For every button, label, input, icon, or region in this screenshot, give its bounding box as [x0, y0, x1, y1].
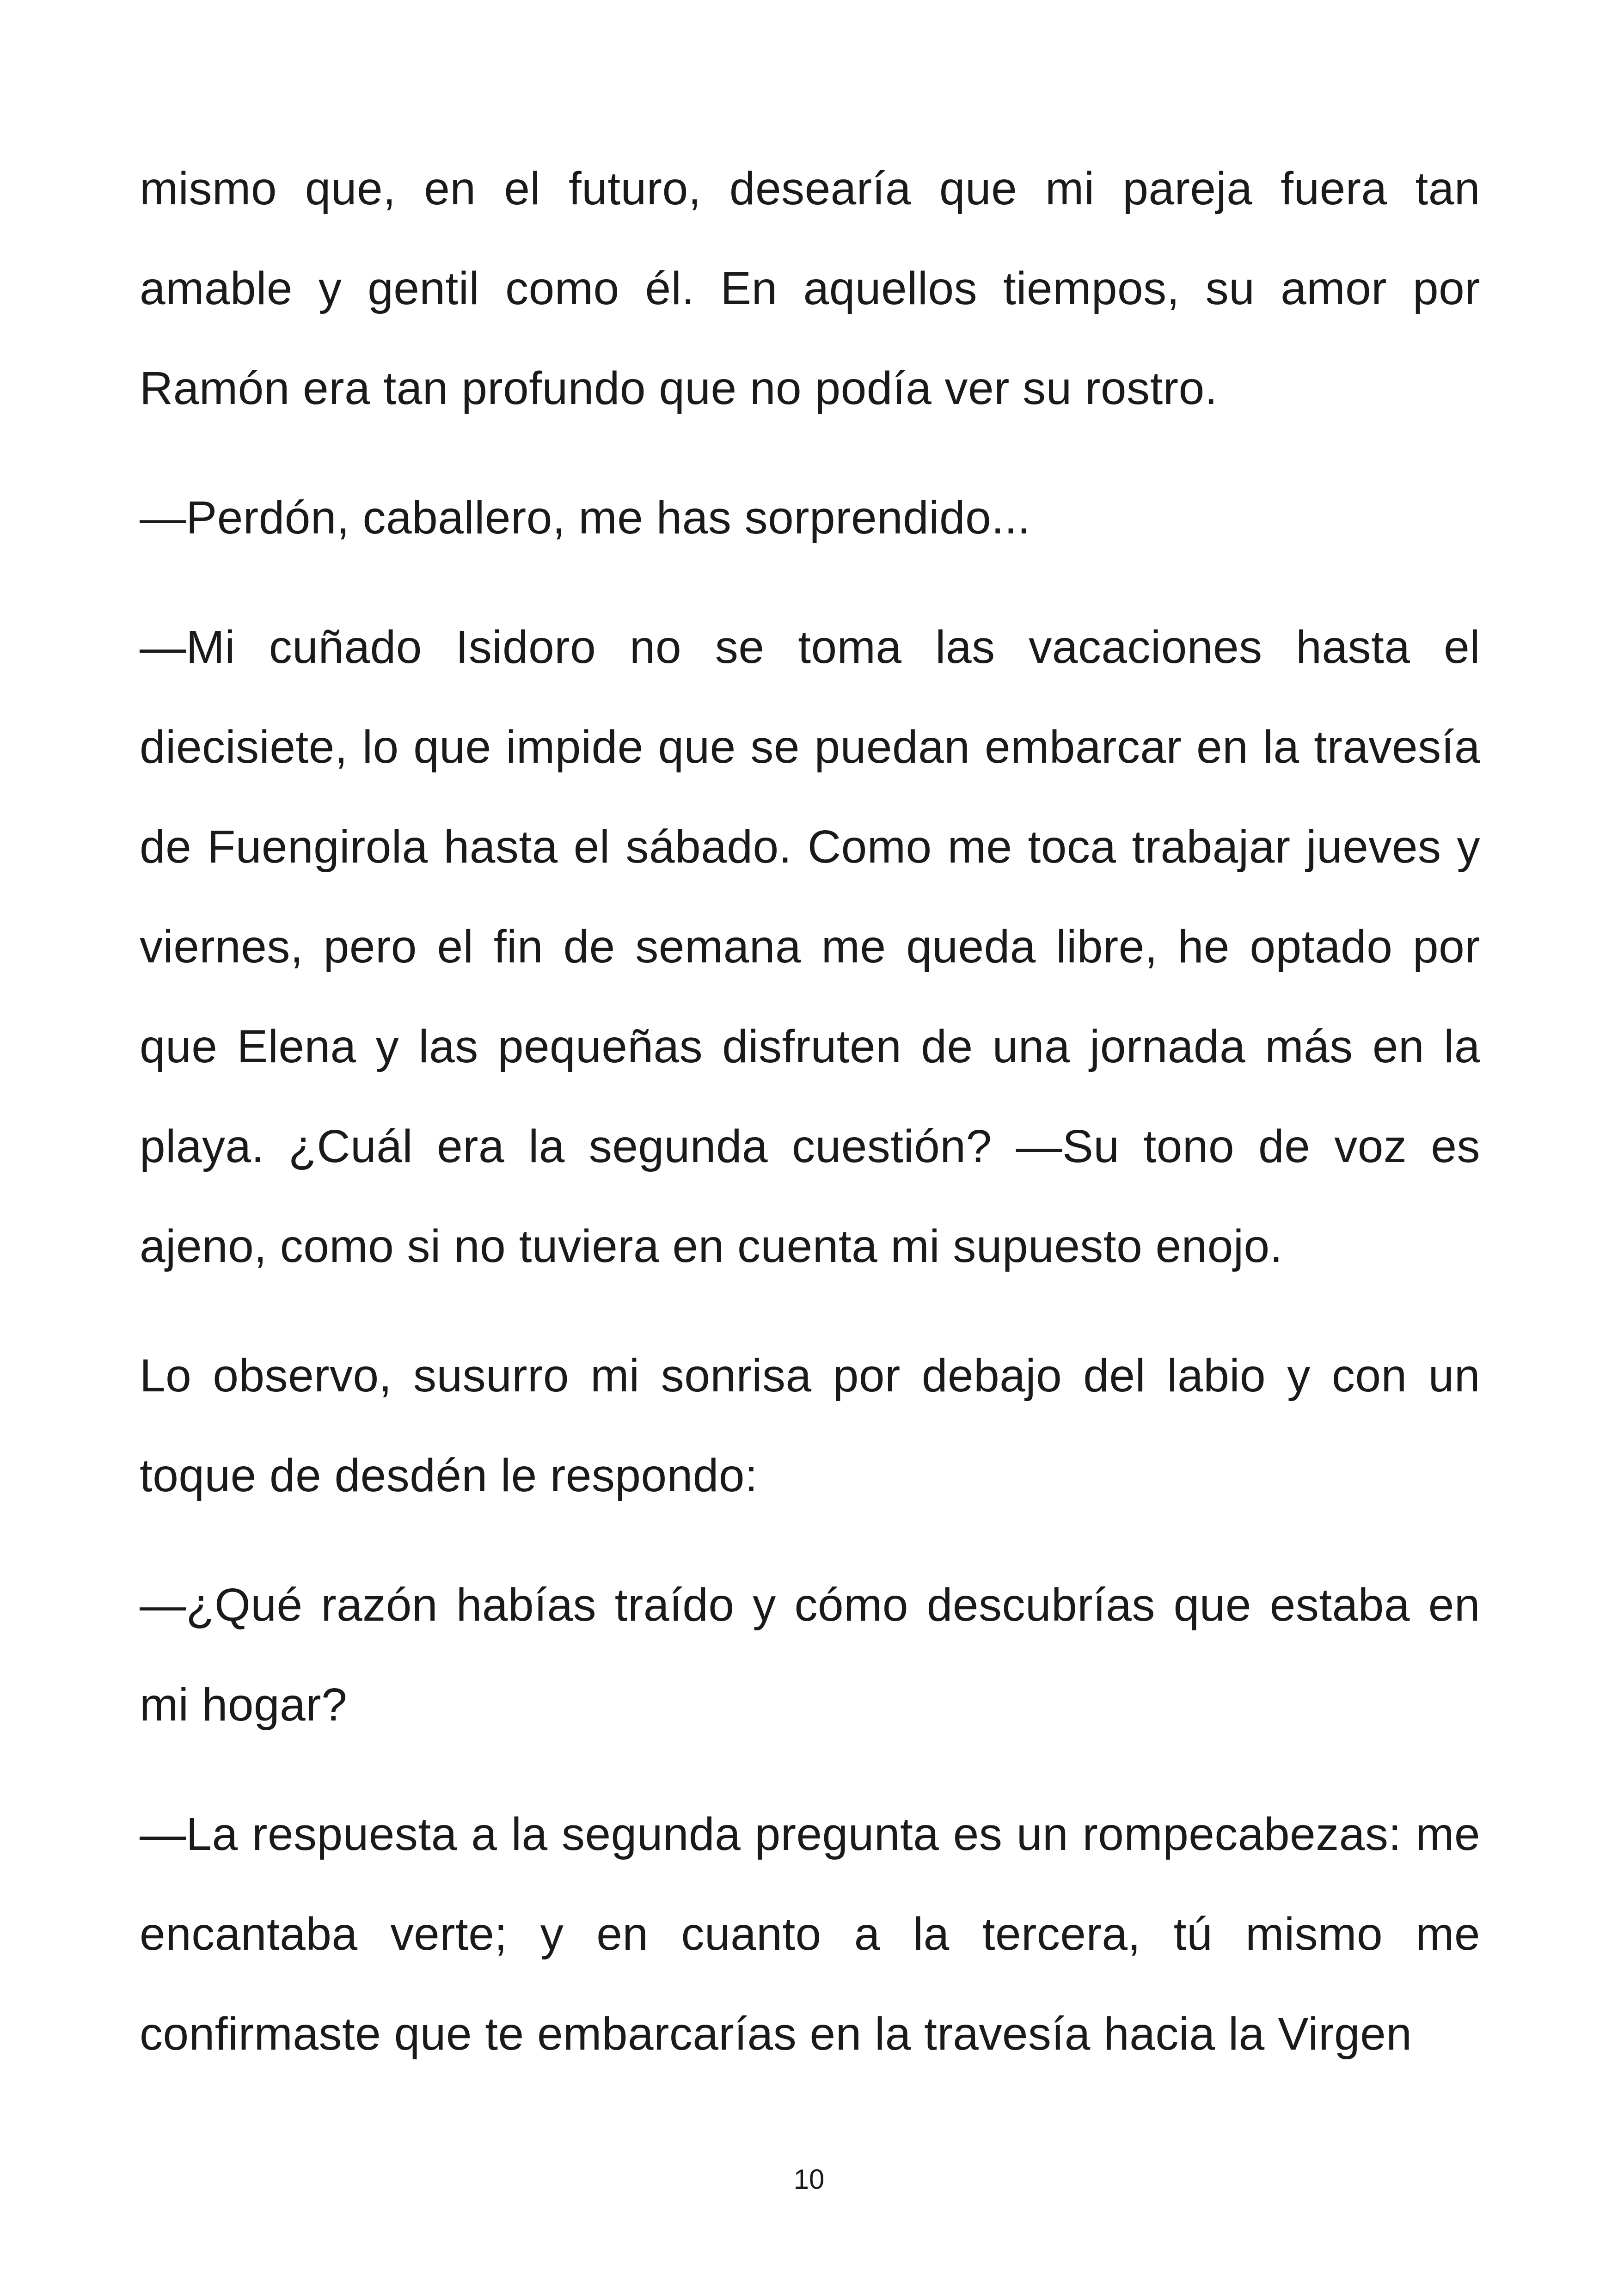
- paragraph: mismo que, en el futuro, desearía que mi pareja fuera tan amable y gentil como él. En aquellos tiempos, su amor por Ramón era tan profundo que no podía ver su rostro.: [140, 163, 1480, 414]
- paragraph: —Mi cuñado Isidoro no se toma las vacaciones hasta el diecisiete, lo que impide que se puedan embarcar en la travesía de Fuengirola hasta el sábado. Como me toca trabajar jueves y viernes, pero el fin de semana me queda libre, he optado por que Elena y las pequeñas disfruten de una jornada más en la playa. ¿Cuál era la segunda cuestión? —Su tono de voz es ajeno, como si no tuviera en cuenta mi supuesto enojo.: [140, 621, 1480, 1272]
- body-text: [140, 139, 1480, 2113]
- paragraph: —La respuesta a la segunda pregunta es un rompecabezas: me encantaba verte; y en cuanto a la tercera, tú mismo me confirmaste que te embarcarías en la travesía hacia la Virgen: [140, 1808, 1480, 2060]
- paragraph: —Perdón, caballero, me has sorprendido...: [140, 492, 1031, 544]
- paragraph: —¿Qué razón habías traído y cómo descubrías que estaba en mi hogar?: [140, 1579, 1480, 1731]
- paragraph: Lo observo, susurro mi sonrisa por debajo del labio y con un toque de desdén le respondo:: [140, 1350, 1480, 1501]
- page-number: 10: [793, 2164, 825, 2195]
